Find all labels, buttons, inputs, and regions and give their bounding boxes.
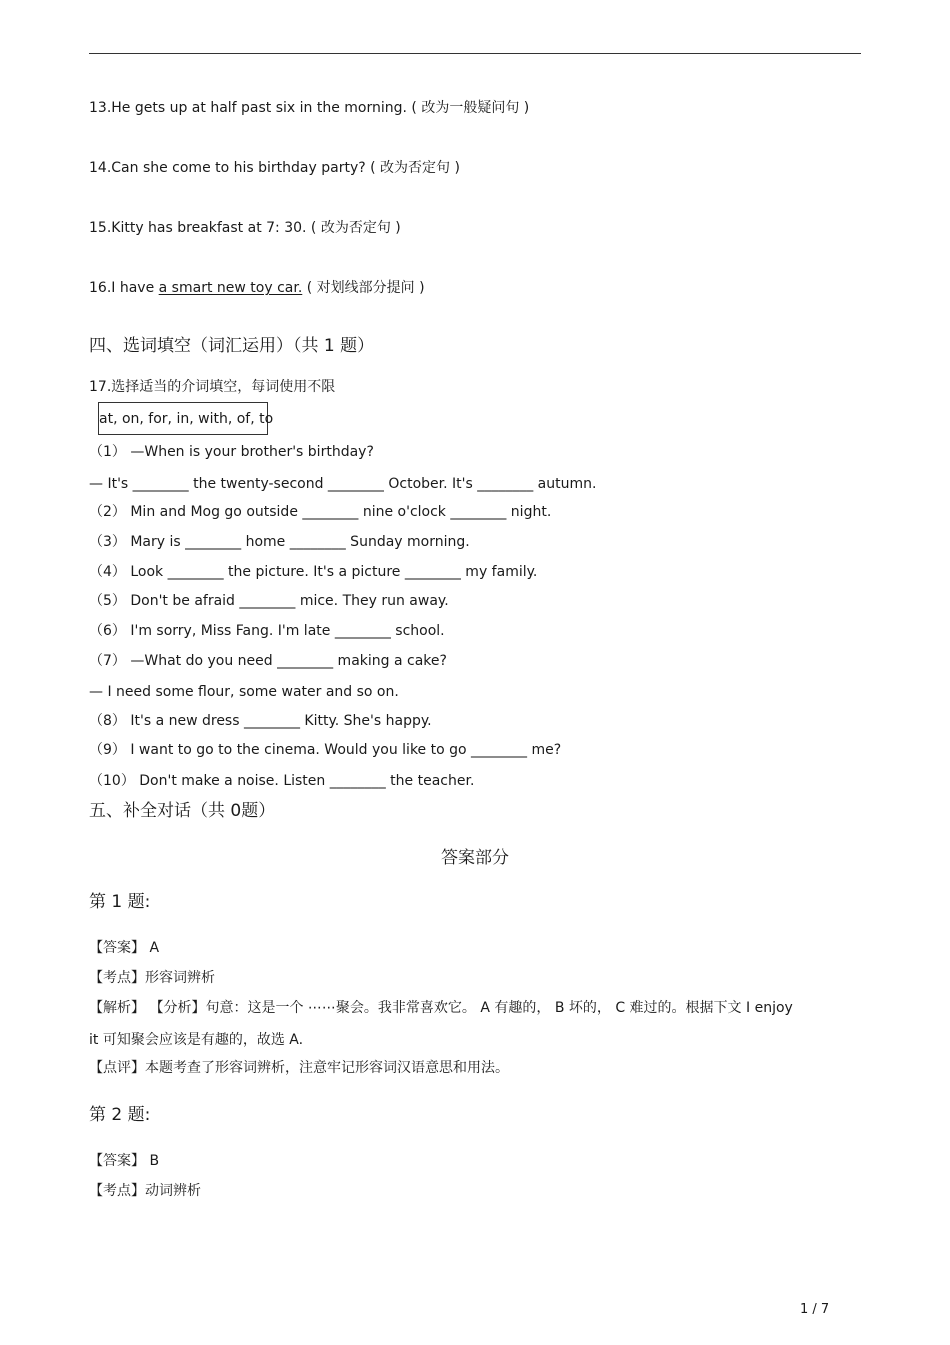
fill-item: （1） —When is your brother's birthday? [89, 444, 374, 460]
question-13: 13.He gets up at half past six in the morning. ( 改为一般疑问句 ) [89, 100, 530, 116]
word-bank-text: at, on, for, in, with, of, to [99, 411, 274, 427]
answer-2-point: 【考点】动词辨析 [89, 1183, 201, 1199]
fill-item: （10） Don't make a noise. Listen ________ the teacher. [89, 773, 475, 789]
answer-2-title: 第 2 题: [89, 1105, 151, 1125]
fill-item: （6） I'm sorry, Miss Fang. I'm late ________ school. [89, 623, 445, 639]
question-14: 14.Can she come to his birthday party? ( 改为否定句 ) [89, 160, 460, 176]
answer-2-answer: 【答案】 B [89, 1153, 160, 1169]
question-17-prompt: 17.选择适当的介词填空，每词使用不限 [89, 379, 336, 395]
fill-item: （5） Don't be afraid ________ mice. They run away. [89, 593, 449, 609]
header-rule [89, 53, 861, 54]
fill-item: （7） —What do you need ________ making a cake? [89, 653, 447, 669]
answers-heading: 答案部分 [441, 848, 509, 868]
answer-1-analysis-cont: it 可知聚会应该是有趣的，故选 A. [89, 1032, 304, 1048]
fill-item: （8） It's a new dress ________ Kitty. She's happy. [89, 713, 432, 729]
fill-item: （3） Mary is ________ home ________ Sunday morning. [89, 534, 470, 550]
page-number: 1 / 7 [800, 1302, 830, 1317]
question-15: 15.Kitty has breakfast at 7: 30. ( 改为否定句 ) [89, 220, 401, 236]
answer-1-answer: 【答案】 A [89, 940, 160, 956]
fill-item: （2） Min and Mog go outside ________ nine o'clock ________ night. [89, 504, 552, 520]
question-16 [89, 278, 425, 298]
section-4-title: 四、选词填空（词汇运用）（共 1 题） [89, 336, 375, 356]
question-16-prefix: 16.I have [89, 280, 159, 296]
fill-item: （4） Look ________ the picture. It's a picture ________ my family. [89, 564, 538, 580]
answer-1-comment: 【点评】本题考查了形容词辨析，注意牢记形容词汉语意思和用法。 [89, 1060, 509, 1076]
question-16-suffix: ( 对划线部分提问 ) [302, 280, 425, 296]
fill-item: （9） I want to go to the cinema. Would you like to go ________ me? [89, 742, 562, 758]
question-16-underlined: a smart new toy car. [158, 280, 303, 296]
answer-1-title: 第 1 题: [89, 892, 151, 912]
fill-item: — It's ________ the twenty-second ________ October. It's ________ autumn. [89, 476, 597, 492]
section-5-title: 五、补全对话（共 0题） [89, 801, 276, 821]
answer-1-point: 【考点】形容词辨析 [89, 970, 215, 986]
word-bank-box [98, 402, 274, 435]
answer-1-analysis: 【解析】 【分析】句意：这是一个 ⋯⋯聚会。我非常喜欢它。 A 有趣的， B 坏的， C 难过的。根据下文 I enjoy [89, 1000, 793, 1016]
fill-item: — I need some flour, some water and so on. [89, 684, 399, 700]
